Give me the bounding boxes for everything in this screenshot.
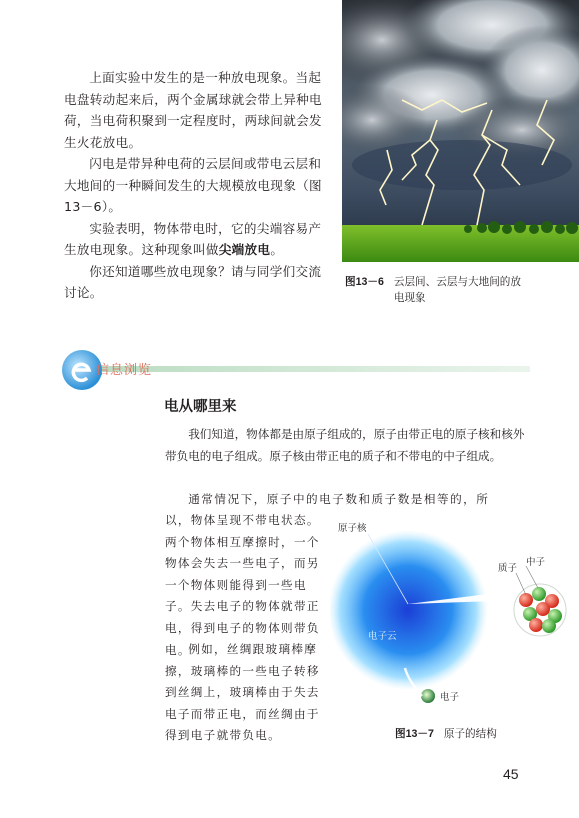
paragraph-lightning: 闪电是带异种电荷的云层间或带电云层和大地间的一种瞬间发生的大规模放电现象（图13－6）。 <box>64 156 322 214</box>
label-proton: 质子 <box>498 563 518 574</box>
figure-13-7-caption <box>395 726 497 742</box>
paragraph-silk-glass: 例如，丝绸跟玻璃棒摩擦，玻璃棒的一些电子转移到丝绸上，玻璃棒由于失去电子而带正电，而丝绸由于得到电子就带负电。 <box>165 642 320 743</box>
intro-text <box>64 67 326 304</box>
section-badge: 信息浏览 <box>96 363 153 378</box>
key-term: 尖端放电 <box>218 242 271 257</box>
caption-text: 原子的结构 <box>443 728 497 740</box>
reading-paragraph-3 <box>165 639 325 747</box>
electron-icon <box>421 689 435 703</box>
figure-label: 图13－7 <box>395 728 434 740</box>
paragraph-friction-charge: 以，物体呈现不带电状态。两个物体相互摩擦时，一个物体会失去一些电子，而另一个物体则能得到一些电子。失去电子的物体就带正电，得到电子的物体则带负电。 <box>165 513 320 657</box>
lightning-illustration <box>342 0 579 262</box>
paragraph-discharge-experiment: 上面实验中发生的是一种放电现象。当起电盘转动起来后，两个金属球就会带上异种电荷，当电荷积聚到一定程度时，两球间就会发生火花放电。 <box>64 70 322 150</box>
reading-paragraph-2-first-line <box>165 489 525 511</box>
text-fragment: 实验表明，物体带电时，它的尖端容易产生放电现象。这种现象叫做 <box>64 220 322 257</box>
caption-row <box>345 274 577 306</box>
lightning-photo <box>342 0 579 262</box>
paragraph-normal-state-line: 通常情况下，原子中的电子数和质子数是相等的，所 <box>188 492 490 506</box>
section-header <box>60 340 530 396</box>
page-number: 45 <box>503 766 519 782</box>
paragraph-point-discharge <box>64 218 326 261</box>
paragraph-atom-composition: 我们知道，物体都是由原子组成的，原子由带正电的原子核和核外带负电的电子组成。原子核由带正电的质子和不带电的中子组成。 <box>165 427 525 463</box>
figure-label: 图13－6 <box>345 276 384 288</box>
paragraph-discussion: 你还知道哪些放电现象？请与同学们交流讨论。 <box>64 263 322 300</box>
label-nucleus: 原子核 <box>338 523 367 534</box>
caption-text: 云层间、云层与大地间的放电现象 <box>393 276 521 304</box>
label-electron: 电子 <box>440 692 460 703</box>
atom-diagram <box>330 518 570 723</box>
text-fragment: 。 <box>270 242 284 257</box>
electron-cloud <box>330 530 488 690</box>
label-neutron: 中子 <box>526 557 546 568</box>
reading-paragraph-1 <box>165 424 525 467</box>
section-title: 电从哪里来 <box>164 399 237 415</box>
label-electron-cloud: 电子云 <box>368 631 397 642</box>
figure-13-6-caption <box>345 274 577 306</box>
